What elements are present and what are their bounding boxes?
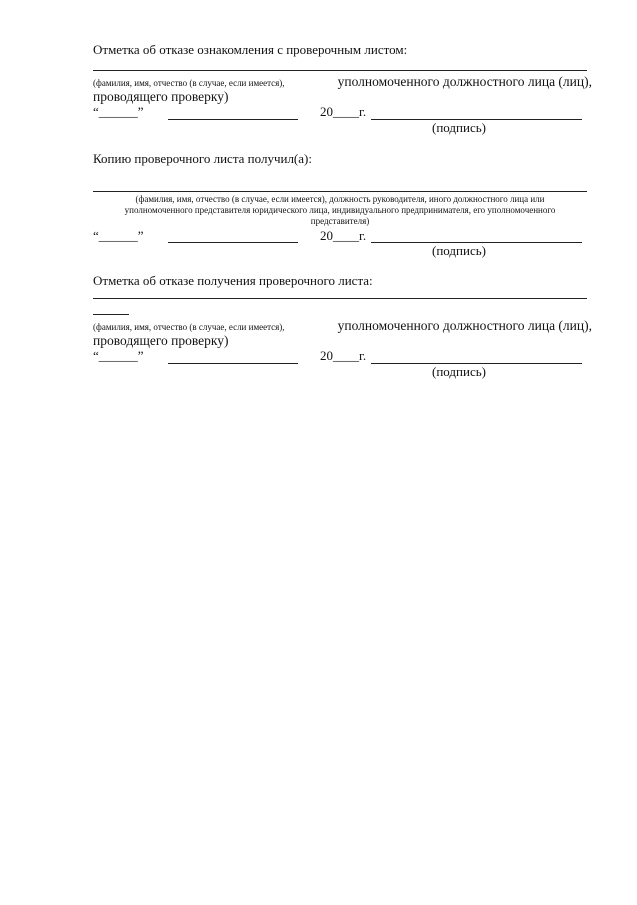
- section3-date-day[interactable]: “______”: [93, 348, 144, 363]
- section2-date-month-line[interactable]: [168, 242, 298, 243]
- section2-name-line[interactable]: [93, 191, 587, 192]
- section2-heading: Копию проверочного листа получил(а):: [93, 151, 312, 166]
- section3-signature-label: (подпись): [432, 364, 486, 379]
- section3-caption-small: (фамилия, имя, отчество (в случае, если имеется),: [93, 322, 285, 332]
- section3-date-month-line[interactable]: [168, 363, 298, 364]
- section3-heading: Отметка об отказе получения проверочного листа:: [93, 273, 373, 288]
- section3-caption-line2: проводящего проверку): [93, 333, 229, 348]
- section2-caption-line1: (фамилия, имя, отчество (в случае, если имеется), должность руководителя, иного должностного лица или: [135, 194, 545, 204]
- section3-name-line[interactable]: [93, 298, 587, 299]
- section1-caption-line2: проводящего проверку): [93, 89, 229, 104]
- section1-heading: Отметка об отказе ознакомления с проверочным листом:: [93, 42, 408, 57]
- section2-caption: [93, 194, 587, 227]
- section1-caption-big: уполномоченного должностного лица (лиц),: [337, 74, 592, 89]
- section3-caption-row: [93, 318, 592, 334]
- section2-caption-line3: представителя): [310, 216, 370, 226]
- section1-signature-label: (подпись): [432, 120, 486, 135]
- section1-year[interactable]: 20____г.: [320, 104, 367, 119]
- section2-year[interactable]: 20____г.: [320, 228, 367, 243]
- section2-date-day[interactable]: “______”: [93, 228, 144, 243]
- section2-caption-line2: уполномоченного представителя юридического лица, индивидуального предпринимателя, его уполномоченного: [124, 205, 556, 215]
- section1-date-day[interactable]: “______”: [93, 104, 144, 119]
- section3-name-line-continuation[interactable]: [93, 314, 129, 315]
- section3-caption-big: уполномоченного должностного лица (лиц),: [337, 318, 592, 333]
- section1-caption-row: [93, 74, 592, 90]
- section3-year[interactable]: 20____г.: [320, 348, 367, 363]
- section1-name-line[interactable]: [93, 70, 587, 71]
- section2-signature-label: (подпись): [432, 243, 486, 258]
- section1-caption-small: (фамилия, имя, отчество (в случае, если имеется),: [93, 78, 285, 88]
- section1-date-month-line[interactable]: [168, 119, 298, 120]
